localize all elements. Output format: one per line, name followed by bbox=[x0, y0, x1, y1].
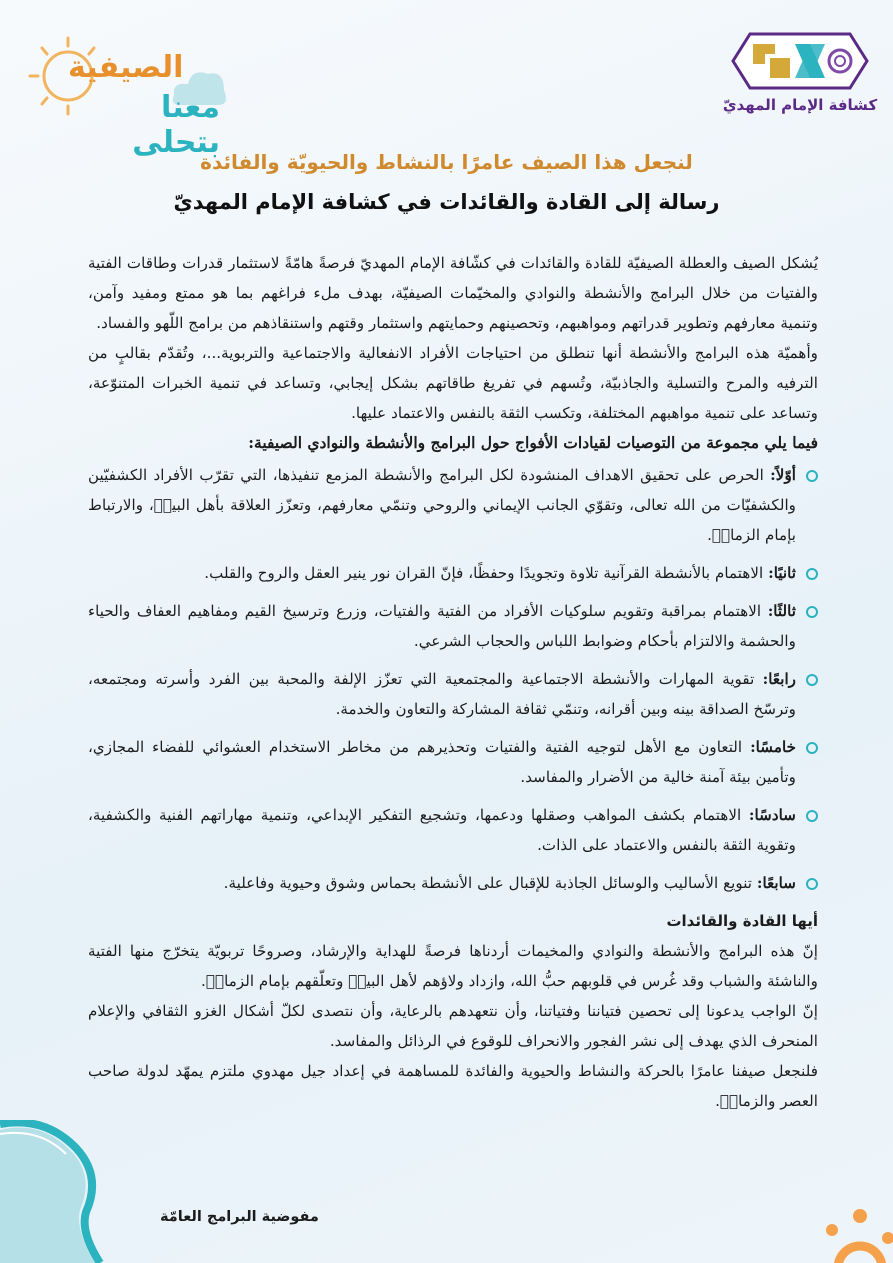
org-logo bbox=[715, 30, 885, 125]
sun-decoration-icon bbox=[820, 1200, 893, 1263]
campaign-logo-line1: الصيفية bbox=[68, 50, 184, 85]
recommendation-text: الحرص على تحقيق الاهداف المنشودة لكل البرامج والأنشطة المزمع تنفيذها، التي تقرّب الأفراد الكشفيّين والكشفيّات من الله تعالى، وتقوّي الجانب الإيماني والروحي وتنمّي معارفهم، وتعزّز العلاقة بأهل البيتؑ، والارتباط بإمام الزمانؑ. bbox=[88, 466, 796, 544]
bullet-circle-icon bbox=[806, 674, 818, 686]
org-name: كشافة الإمام المهديّ bbox=[722, 96, 878, 114]
recommendations-heading: فيما يلي مجموعة من التوصيات لقيادات الأفواج حول البرامج والأنشطة والنوادي الصيفية: bbox=[248, 433, 818, 452]
closing-heading: أيها القادة والقائدات bbox=[666, 912, 818, 930]
intro-paragraph-2: وأهميّة هذه البرامج والأنشطة أنها تنطلق من احتياجات الأفراد الانفعالية والاجتماعية والتربوية...، وتُقدّم بقالبٍ من الترفيه والمرح والتسلية والجاذبيّة، وتُسهم في تفريغ طاقاتهم بشكل إيجابي، وتساعد في تنمية الخبرات المتنوّعة، وتساعد على تنمية مواهبهم المختلفة، وتكسب الثقة بالنفس والاعتماد عليها. bbox=[88, 344, 818, 422]
recommendation-item bbox=[88, 664, 818, 724]
bullet-circle-icon bbox=[806, 742, 818, 754]
campaign-logo bbox=[20, 40, 220, 160]
closing-paragraph-3: فلنجعل صيفنا عامرًا بالحركة والنشاط والحيوية والفائدة للمساهمة في إعداد جيل مهدوي ملتزم يمهّد لدولة صاحب العصر والزمانؑ. bbox=[88, 1062, 818, 1110]
recommendation-item bbox=[88, 732, 818, 792]
intro-paragraph-1: يُشكل الصيف والعطلة الصيفيّة للقادة والقائدات في كشّافة الإمام المهديّ فرصةً هامّةً لاستثمار قدرات وطاقات الفتية والفتيات من خلال البرامج والأنشطة والنوادي والمخيّمات الصيفيّة، بهدف ملء فراغهم بما هو ممتع ومفيد وآمن، وتنمية معارفهم وتطوير قدراتهم ومواهبهم، وتحصينهم وحمايتهم واستثمار وقتهم واستنقاذهم من برامج اللّهو والفساد. bbox=[88, 254, 818, 332]
recommendation-label: رابعًا: bbox=[762, 670, 796, 688]
org-emblem-icon bbox=[715, 30, 885, 92]
closing-paragraph-2: إنّ الواجب يدعونا إلى تحصين فتياننا وفتياتنا، وأن نتعهدهم بالرعاية، وأن نتصدى لكلّ أشكال الغزو الثقافي والإعلام المنحرف الذي يهدف إلى نشر الفجور والانحراف للوقوع في الرذائل والمفاسد. bbox=[88, 1002, 818, 1050]
recommendation-label: ثانيًا: bbox=[768, 564, 796, 582]
recommendation-label: خامسًا: bbox=[750, 738, 796, 756]
recommendation-item bbox=[88, 868, 818, 898]
recommendation-text: الاهتمام بمراقبة وتقويم سلوكيات الأفراد من الفتية والفتيات، وزرع وترسيخ القيم ومفاهيم العفاف والحياء والحشمة والالتزام بأحكام وضوابط اللباس والحجاب الشرعي. bbox=[88, 602, 796, 650]
recommendation-item bbox=[88, 596, 818, 656]
bullet-circle-icon bbox=[806, 810, 818, 822]
signature: مفوضية البرامج العامّة bbox=[160, 1209, 319, 1225]
recommendation-text: تنويع الأساليب والوسائل الجاذبة للإقبال على الأنشطة بحماس وشوق وحيوية وفاعلية. bbox=[223, 874, 757, 892]
header bbox=[0, 150, 893, 214]
recommendation-label: ثالثًا: bbox=[767, 602, 796, 620]
recommendation-text: الاهتمام بكشف المواهب وصقلها ودعمها، وتشجيع التفكير الإبداعي، وتنمية مهاراتهم الفنية والكشفية، وتقوية الثقة بالنفس والاعتماد على الذات. bbox=[88, 806, 796, 854]
recommendation-item bbox=[88, 460, 818, 550]
recommendations-list bbox=[88, 460, 818, 898]
letter-body bbox=[88, 248, 818, 1116]
recommendation-text: الاهتمام بالأنشطة القرآنية تلاوة وتجويدًا وحفظًا، فإنّ القران نور ينير العقل والروح والقلب. bbox=[204, 564, 769, 582]
recommendation-label: سادسًا: bbox=[748, 806, 796, 824]
bullet-circle-icon bbox=[806, 470, 818, 482]
campaign-logo-line2: معنا بتحلى bbox=[132, 90, 220, 160]
recommendation-text: التعاون مع الأهل لتوجيه الفتية والفتيات وتحذيرهم من مخاطر الاستخدام العشوائي للفضاء المجازي، وتأمين بيئة آمنة خالية من الأضرار والمفاسد. bbox=[88, 738, 796, 786]
closing-paragraph-1: إنّ هذه البرامج والأنشطة والنوادي والمخيمات أردناها فرصةً للهداية والإرشاد، وصروحًا تربويّة يتخرّج منها الفتية والناشئة والشباب وقد غُرس في قلوبهم حبُّ الله، وازداد ولاؤهم لأهل البيتؑ وتعلّقهم بإمام الزمانؑ. bbox=[88, 942, 818, 990]
recommendation-label: أوّلاً: bbox=[770, 466, 796, 484]
recommendation-text: تقوية المهارات والأنشطة الاجتماعية والمجتمعية التي تعزّز الإلفة والمحبة بين الفرد وأسرته ومجتمعه، وترسّخ الصداقة بينه وبين أقرانه، وتنمّي ثقافة المشاركة والتعاون والخدمة. bbox=[88, 670, 796, 718]
page-subtitle: رسالة إلى القادة والقائدات في كشافة الإمام المهديّ bbox=[173, 190, 720, 214]
recommendation-item bbox=[88, 800, 818, 860]
recommendation-label: سابعًا: bbox=[756, 874, 796, 892]
cloud-decoration-icon bbox=[0, 1120, 140, 1263]
bullet-circle-icon bbox=[806, 568, 818, 580]
bullet-circle-icon bbox=[806, 606, 818, 618]
recommendation-item bbox=[88, 558, 818, 588]
bullet-circle-icon bbox=[806, 878, 818, 890]
page-title: لنجعل هذا الصيف عامرًا بالنشاط والحيويّة والفائدة bbox=[200, 150, 693, 174]
